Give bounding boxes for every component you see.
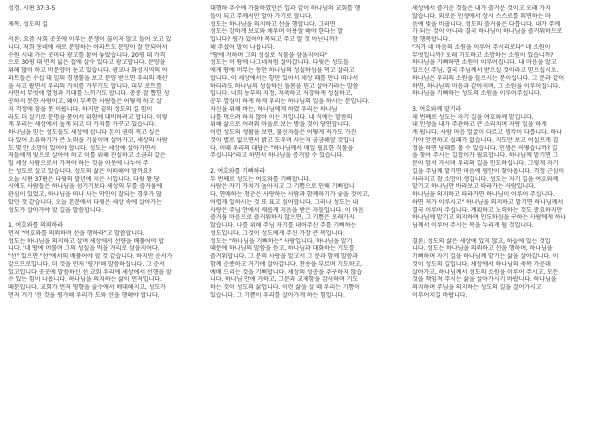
text-line: 공하지 못한 사람이고, 왜이 부족한 사람들은 어떻게 하고 살 [8,98,162,105]
paragraph-gap [412,98,594,106]
section-heading: 1. 여호와를 의뢰하라 [8,222,63,229]
text-line: 게 됩니다. 사람 마음 얼굴이 다르고 생각이 다릅니다. 하나 [412,129,562,136]
text-line: 으로 30평 대 면적 넓은 집에 살수 있다고 광고합니다. 분양을 [8,59,166,67]
text-line: 해 주셨어 말이 나옵니다. [210,43,275,51]
paragraph-gap [8,28,190,36]
text-line: 수 있는 힘이 나옵니다. 하나님을 의지하는 삶이 먼저입니다. [8,276,162,284]
text-line: 내 인생을 내가 주관하고 큰 소리치며 자랑 일을 하게 [412,121,547,129]
text-line: 을 찾아 주시는 길잡이가 필요합니다. 하나님께 맡기면 그 [412,152,559,160]
text-line: 는 성도로 살고 있습니다. 성도의 삶은 어떠해야 할까요? [8,167,152,175]
text-line: 참 행복합니다. [412,36,450,43]
paragraph-gap [8,13,190,21]
text-line: 다 있어 소유하기가 큰 노력을 기울이며 살아가고, 세상의 사람 [8,136,168,144]
text-line: 맡기고 하나님만 바라보고 따라가는 사람입니다. [412,183,536,191]
text-line: "선" 있으면 "선"에서의 배풀어야 할 것 같습니다. 하지만 순서가 [8,253,173,260]
text-line: 사람은 자기 가치가 높아지고 그 기쁨으로 인해 기뻐합니 [210,183,355,191]
text-line: 입니다. 너희 농부의 지정, 저축하고 저장하게 성실하고, [210,90,353,98]
text-line: 에게 땅에 머무는 동안 하나님의 성실하심을 먹고 살라고 [210,67,355,74]
text-line: 대행하 추수에 가뭄하였던은 입과 같이 하나님의 교회를 행 [210,5,361,12]
text-line: 오늘 시편 37편은 다윗의 말년에 지은 시입니다. 다윗 왕 당 [8,175,160,183]
text-line: 하나님은 우리의 소원을 들으시는 분이십니다. 그 분과 같이 [412,74,564,82]
text-line: 이루어지길 바랍니다. [412,291,468,299]
text-line: 먼저 "여호와를 의뢰하며 선을 행하라"고 말씀합니다. [8,229,145,237]
text-line: 다. 연애하는 청춘은 사랑하는 사람과 함께하기가 좋을 것이고, [210,191,370,198]
text-line: 하더라도 하나님의 성실하신 돌봄을 믿고 살아가라는 말씀 [210,82,359,90]
text-line: 성도는 강하게 보호와 채우며 이용할 해야 한다는 말 [210,28,343,36]
section-heading: 3. 여호와께 맡기라 [412,105,462,113]
text-line: 것이 별로 없으면서 밝고 도우며 사는지 궁금해할 것입니 [210,136,355,144]
text-line: 것이 성도의 길입니다. 세상에서 하나님의 축복 가운데 [412,260,551,268]
text-line: 하나님께 맡기고 의지하며 인도하심을 구하는 사람에게 하나 [412,214,567,222]
text-line: 어렵게 일하시는 것 또 표고 싶어합니다. 그러나 성도는 내 [210,198,359,206]
text-line: 성경. 시편 37:3-5 [8,5,56,12]
text-line: 같으므로입니다. 더 것을 먼저 '평가'해 말씀하십니다. 그 순서 [8,260,165,268]
text-line: 니다. 성도는 하나님을 의뢰하고 선을 행하며, 하나님을 [412,245,553,253]
text-line: 가 되는 것이 아니라 결국 하나님이 하나님을 즐거워하므로 [412,28,563,36]
text-line: 을 사고 팔면서 우리의 가치를 가꾸기도 합니다. 피부 로트를 [8,82,162,90]
text-line: 결국 이루어 주십니다. 계획하고 노력하는 것도 중요하지만 [412,206,563,214]
text-line: 니다. 하나님 안에 거하고, 그분과 교제함을 감사하며 기도 [210,276,359,284]
text-line: 때문에 하나님의 말씀을 듣고, 하나님과 대화하는 기도를 [210,245,355,253]
text-line: 성도는 하나님을 의지하고 살며 세상에서 선량을 베풀어야 합 [8,237,164,245]
text-line: 게 우리는 세상에서 높게 되고 더 가치를 가꾸고 있습니다. [8,121,157,129]
text-line: 하나님을 의지하고 따라가면 하나님이 이루어 주십니다. [412,191,555,198]
text-line: 파트들은 수십 대 일의 경쟁률을 보고 분양 받으면 우리의 재산 [8,74,168,82]
text-line: 않습니다. 나를 위해 주님 자기를 내어주신 주를 기뻐하는 [210,222,357,229]
text-line: 성도는 하나님을 의지하고 선을 행합니다. 그러면 [210,20,336,28]
text-line: 하나님을 기뻐하면 소원이 이루어집니다. 내 마음을 알고 [412,59,557,67]
paragraph-gap [210,160,392,168]
text-line: 서론: 요즘 사회 곳곳에 이루는 분쟁이 끊이지 않고 들어 오고 있 [8,36,172,43]
text-line: 님께서 이루어 주시는 복을 누리게 될 것입니다. [412,222,534,229]
text-line: 때문입니다. 교회가 먼저 영향을 줄수에서 배대해지고, 성도가 [8,284,166,291]
text-line: 사면서 무엇에 열정과 기대를 느끼기도 합니다. 중중 잘 뽑힌 성 [8,90,170,98]
text-line: 즐거움 마음으로 즐거워하지 않으면, 그 기쁨은 오래가지 [210,214,355,222]
text-line: 성도는 이 땅에 나그네처럼 살아갑니다. 다윗은 성도들 [210,59,349,67]
column-2 [210,5,392,300]
text-line: 니다. 저희 동네에 새로 분양하는 아파트도 분양이 잘 안되어서 [8,43,168,51]
text-line: 지 걱정에 잠을 못 이룹니다. 하지만 끝의 성도의 길 힘이 [8,105,153,113]
text-line: 사랑은 주님 안에서 새롭게 지음을 받은 자들입니다. 이 마음 [210,206,364,214]
text-line: 예배 드리는 것을 기뻐합니다. 세상의 성공을 추구하지 않습 [210,268,362,276]
text-line: 들이 되고 주께서만 알아 가기로 할니다. [210,12,313,20]
text-line: 있습니다. 그 기쁨이 우리를 살아가게 하는 힘입니다. [210,291,345,299]
text-line: 하면, 하나님의 마음과 같아지며, 그 소원을 이루어집니다. [412,82,561,90]
text-line: 성도는 "하나님을 기뻐하는" 사람입니다. 하나님을 알기 [210,237,353,245]
text-line: 이런 성도의 생활을 보면, 불신자들은 어떻게 저가도 가진 [210,129,357,136]
text-line: 일 세상 사람으로서 가져야 하는 것을 이웃에 나누어 주 [8,160,149,167]
text-line: 하면 저가 이루시고" 하나님을 의지하고 맡기면 하나님께서 [412,198,564,206]
text-line: "저가 네 마음의 소원을 이루어 주시리로다" 네 소원이 [412,43,551,51]
text-line: 먼저 거기 '진 것을 평가해 우리가 도와 선을 행해야 합니다. [8,291,160,299]
text-line: 함께 순종하고 거기에 살아갑니다. 찬송을 부르며 기도하고, [210,260,362,268]
text-line: 나를 먹으려 하지 않아 이는 거입니다. 내 식에는 말씀의 [210,113,353,121]
text-line: 무엇입니까? 오래 기도하고 소망하는 소원이 있습니까? [412,51,554,59]
text-line: 성도입니다. 그것이 성도에게 주신 가장 큰 복입니다. [210,229,345,237]
text-line: 있으신 주님, 결국 주님께서 받으실 것이라고 믿으십시오. [412,67,559,74]
text-line: 길을 주님께 맡기면 마음에 평안이 찾아옵니다. 걱정 근심이 [412,167,564,175]
text-line: 주십니다"라고 하면서 하나님을 증거할 수 있습니다. [210,152,344,160]
text-line: "땅에 거하며 그의 성실로 식물을 삼을지어다" [210,51,328,59]
text-line: 합니다. 이 세상에서는 항만 있어서 세상 때를 만나 떠나서 [210,74,359,82]
text-line: 도 몇 안 소망이 있어야 합니다. 성도는 세상에 살아가면서 [8,144,157,152]
text-line: 살아가고, 하나님께서 성도의 소원을 이루어 주시고, 모든 [412,268,559,276]
text-line: 라도 더 살기로 분명을 품어서 위험에 대비하려고 합니다. 이렇 [8,113,168,121]
text-line: 성도가 살아가야 할 길을 말씀합니다. [8,206,103,214]
text-line: 하는 것이 성도의 삶입니다. 이런 삶을 살 때 우리는 기쁨이 [210,284,360,291]
column-1 [8,5,190,300]
text-line: 위해 많이 하고 비분양이 눈고 있습니다. 광교나 화성지역의 아 [8,67,168,74]
text-line: 입니다? 평가 있어야 복되고 주고 말 것 아닌니까? [210,36,338,43]
text-line: 니다. '네 땅에 머물며 그의 성실을 먹을 거리로 삼을지어다. [8,245,160,253]
text-line: 제목. 성도의 길 [8,20,48,28]
text-line: 하나님을 기뻐하는 성도의 소원을 이루어주십니다. [412,90,542,98]
text-line: 두 번째로 성도는 여호와를 기뻐합니다. [210,175,311,183]
text-line: 가야 안전하고 실패가 없습니다. 지도만 보고 어설프게 결 [412,136,559,144]
text-line: 기뻐하며 자기 길을 하나님께 맡기는 삶을 살아갑니다. 이 [412,253,559,260]
text-line: 관심이 있었고, 하나님을 떠나 사는 악인이 잘되는 경우가 많 [8,191,162,198]
text-line: 다. 이때 우리의 대답은 "하나님께서 매일 필요한 식물을 [210,144,354,152]
text-line: 의지하며 주님을 의지하는 성도의 길을 걸어가시고 [412,284,542,291]
text-line: 결론: 성도의 삶은 세상에 있지 않고, 하늘에 있는 것입 [412,237,551,245]
text-line: 시에도 사람들은 하나님을 섬기기보다 세상의 부를 즐거움에 [8,183,163,191]
text-line: 있고입니다 곳곳에 말씀하신 선 교회 우리에 세상에서 선행을 할 [8,268,172,276]
text-line: 음에 빛을 비춥니다. 성도의 즐거움은 다릅니다. 내가 주께 [412,20,561,28]
text-line: 않습니다. 외로운 인생에서 상시 스스로를 외면하는 마 [412,12,551,20]
column-3 [412,5,594,300]
text-line: 자신을 위해 바는, 하나님에게 하였 우리는 하나님 [210,105,338,113]
text-line: 저들에게 빛으로 살아야 하고 이를 위해 진실하고 소금과 같은 [8,152,166,160]
text-line: 수원 시내 가는 곳마다 광고를 붙여 놓았습니다. 20평 대 가격 [8,51,166,59]
text-line: 세 번째로 성도는 자기 길을 여호와께 맡깁니다. [412,113,534,121]
text-line: 하나님을 믿는 성도들도 세상에 삽니다 돈이 권력 적고 싶은 [8,129,160,136]
paragraph-gap [412,230,594,238]
text-line: 았던 것 같습니다. 오늘 본문에서 다윗은 세상 속에 살아가는 [8,198,162,206]
text-line: 것을 책임져 주시는 삶을 살아가시기 바랍니다. 하나님을 [412,276,557,284]
section-heading: 2. 여호와를 기뻐하라 [210,167,265,175]
text-line: 분이 앞서 가시며 우리의 길을 인도하십니다. 그렇게 자기 [412,160,559,167]
paragraph-gap [8,214,190,222]
text-line: 공부 열심이 하게 하게 우리는 하나님의 일을 하시는 분입니다. [210,98,370,105]
text-line: 위해 삶으로 어려워 아울로 보는 방을 것이 당연합니다. [210,121,351,129]
text-line: 정을 하면 낭패를 볼 수 있습니다. 인생은 어떻습니까? 길 [412,144,558,152]
text-line: 세상에서 즐거운 것들은 내가 즐거운 것이고 오래 가지 [412,5,551,12]
text-line: 사라지고 참 소망이 생깁니다. 성도는 자기 길을 여호와께 [412,175,559,183]
text-line: 즐거워합니다. 그 분의 사랑을 알고서 그 분과 함께 말씀과 [210,253,359,260]
